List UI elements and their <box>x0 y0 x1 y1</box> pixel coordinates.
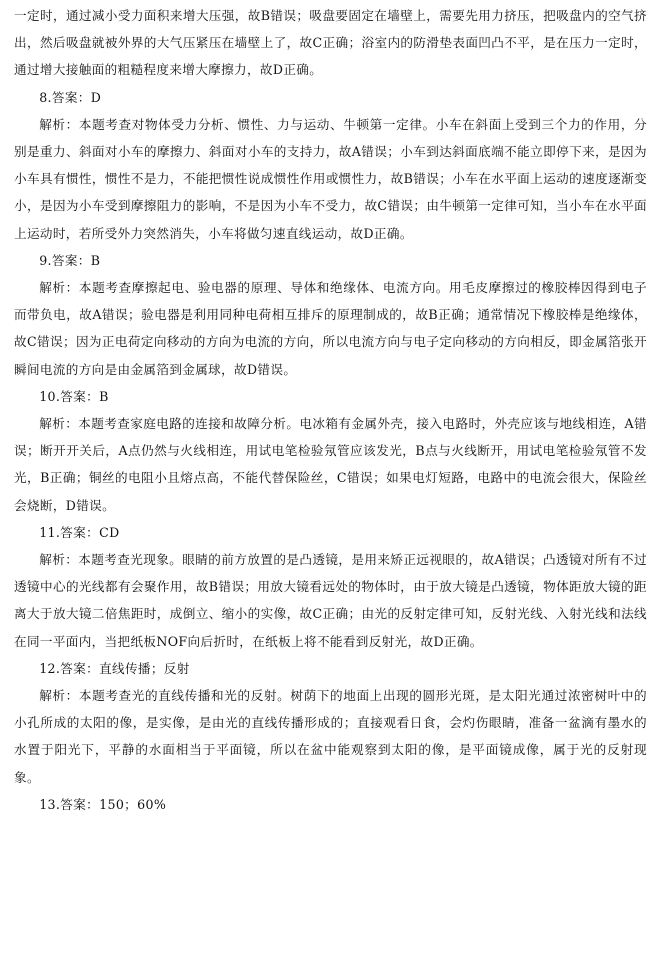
answer-item-8 <box>14 84 647 247</box>
answer-item-9 <box>14 247 647 383</box>
intro-paragraph: 一定时，通过减小受力面积来增大压强，故B错误；吸盘要固定在墙壁上，需要先用力挤压，把吸盘内的空气挤出，然后吸盘就被外界的大气压紧压在墙壁上了，故C正确；浴室内的防滑垫表面凹凸不平，是在压力一定时，通过增大接触面的粗糙程度来增大摩擦力，故D正确。 <box>14 8 647 78</box>
answer-heading: 11.答案：CD <box>39 524 120 540</box>
answer-heading: 13.答案：150；60% <box>39 796 167 812</box>
answer-item-11 <box>14 519 647 655</box>
analysis-paragraph: 解析：本题考查摩擦起电、验电器的原理、导体和绝缘体、电流方向。用毛皮摩擦过的橡胶棒因得到电子而带负电，故A错误；验电器是利用同种电荷相互排斥的原理制成的，故B正确；通常情况下橡胶棒是绝缘体，故C错误；因为正电荷定向移动的方向为电流的方向，所以电流方向与电子定向移动的方向相反，即金属箔张开瞬间电流的方向是由金属箔到金属球，故D错误。 <box>14 280 647 377</box>
analysis-paragraph: 解析：本题考查对物体受力分析、惯性、力与运动、牛顿第一定律。小车在斜面上受到三个力的作用，分别是重力、斜面对小车的摩擦力、斜面对小车的支持力，故A错误；小车到达斜面底端不能立即停下来，是因为小车具有惯性，惯性不是力，不能把惯性说成惯性作用或惯性力，故B错误；小车在水平面上运动的速度逐渐变小，是因为小车受到摩擦阻力的影响，不是因为小车不受力，故C错误；由牛顿第一定律可知，当小车在水平面上运动时，若所受外力突然消失，小车将做匀速直线运动，故D正确。 <box>14 116 647 241</box>
analysis-paragraph: 解析：本题考查光现象。眼睛的前方放置的是凸透镜，是用来矫正远视眼的，故A错误；凸透镜对所有不过透镜中心的光线都有会聚作用，故B错误；用放大镜看远处的物体时，由于放大镜是凸透镜，物体距放大镜的距离大于放大镜二倍焦距时，成倒立、缩小的实像，故C正确；由光的反射定律可知，反射光线、入射光线和法线在同一平面内，当把纸板NOF向后折时，在纸板上将不能看到反射光，故D正确。 <box>14 552 647 649</box>
answer-item-13 <box>14 791 647 818</box>
answer-heading: 9.答案：B <box>39 252 101 268</box>
answer-heading: 8.答案：D <box>39 89 102 105</box>
answer-item-10 <box>14 383 647 519</box>
answer-heading: 10.答案：B <box>39 388 109 404</box>
answer-heading: 12.答案：直线传播；反射 <box>39 660 190 676</box>
answer-item-12 <box>14 655 647 791</box>
analysis-paragraph: 解析：本题考查家庭电路的连接和故障分析。电冰箱有金属外壳，接入电路时，外壳应该与地线相连，A错误；断开开关后，A点仍然与火线相连，用试电笔检验氖管应该发光，B点与火线断开，用试电笔检验氖管不发光，B正确；铜丝的电阻小且熔点高，不能代替保险丝，C错误；如果电灯短路，电路中的电流会很大，保险丝会烧断，D错误。 <box>14 416 647 513</box>
analysis-paragraph: 解析：本题考查光的直线传播和光的反射。树荫下的地面上出现的圆形光斑，是太阳光通过浓密树叶中的小孔所成的太阳的像，是实像，是由光的直线传播形成的；直接观看日食，会灼伤眼睛，准备一盆滴有墨水的水置于阳光下，平静的水面相当于平面镜，所以在盆中能观察到太阳的像，是平面镜成像，属于光的反射现象。 <box>14 688 647 785</box>
